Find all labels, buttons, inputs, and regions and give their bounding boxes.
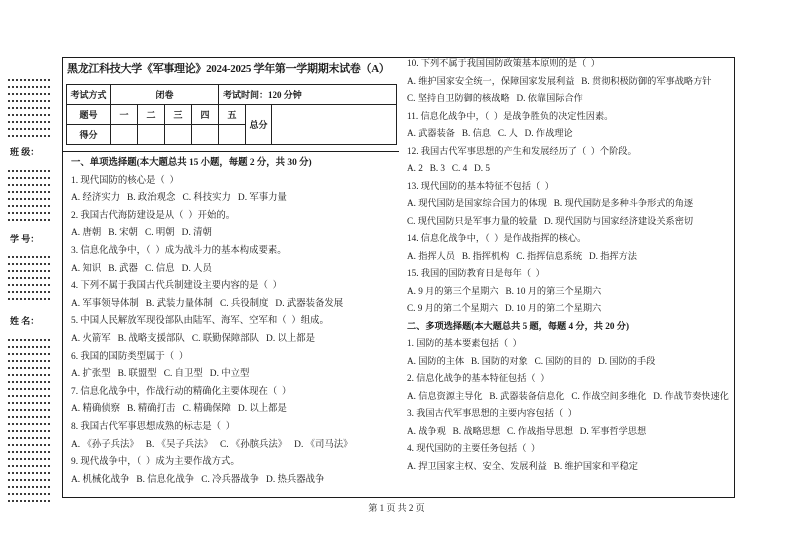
question-line: 1. 现代国防的核心是（ ）	[71, 175, 179, 186]
total-score-cell	[272, 105, 397, 145]
option-line: A. 捍卫国家主权、安全、发展利益 B. 维护国家和平稳定	[407, 460, 638, 471]
option-line: A. 唐朝 B. 宋朝 C. 明朝 D. 清朝	[71, 228, 212, 239]
name-field-label: 姓 名：	[10, 316, 40, 326]
question-line: 14. 信息化战争中，（ ）是作战指挥的核心。	[407, 233, 587, 243]
question-line: 8. 我国古代军事思想成熟的标志是（ ）	[71, 421, 236, 432]
option-line: A. 9 月的第三个星期六 B. 10 月的第三个星期六	[407, 285, 602, 296]
question-row-label: 题号	[67, 105, 111, 125]
option-line: A. 精确侦察 B. 精确打击 C. 精确保障 D. 以上都是	[71, 404, 287, 415]
question-line: 12. 我国古代军事思想的产生和发展经历了（ ）个阶段。	[407, 145, 637, 156]
option-line: A. 战争观 B. 战略思想 C. 作战指导思想 D. 军事哲学思想	[407, 425, 647, 436]
score-table	[66, 84, 397, 145]
section-1-heading: 一、单项选择题(本大题总共 15 小题，每题 2 分，共 30 分)	[71, 158, 312, 168]
score-cell	[111, 125, 138, 145]
header-divider-line	[62, 151, 399, 152]
question-line: 10. 下列不属于我国国防政策基本原则的是（ ）	[407, 58, 600, 68]
option-line: A. 维护国家安全统一，保障国家发展利益 B. 贯彻积极防御的军事战略方针	[407, 75, 712, 86]
question-line: 1. 国防的基本要素包括（ ）	[407, 338, 522, 348]
option-line: C. 坚持自卫防御的核战略 D. 依靠国际合作	[407, 93, 583, 103]
exam-mode-value: 闭卷	[111, 85, 219, 105]
exam-mode-label: 考试方式	[67, 85, 111, 105]
question-line: 3. 我国古代军事思想的主要内容包括（ ）	[407, 408, 577, 418]
question-line: 2. 我国古代海防建设是从（ ）开始的。	[71, 210, 236, 221]
option-line: A. 2 B. 3 C. 4 D. 5	[407, 163, 490, 173]
question-line: 2. 信息化战争的基本特征包括（ ）	[407, 373, 550, 383]
score-row-label: 得分	[67, 125, 111, 145]
seal-line-dots	[8, 339, 50, 507]
page-number: 第 1 页 共 2 页	[368, 503, 425, 513]
option-line: A. 机械化战争 B. 信息化战争 C. 冷兵器战争 D. 热兵器战争	[71, 474, 325, 485]
option-line: A. 《孙子兵法》 B. 《吴子兵法》 C. 《孙膑兵法》 D. 《司马法》	[71, 439, 353, 450]
question-line: 4. 现代国防的主要任务包括（ ）	[407, 443, 541, 453]
question-col-2: 二	[138, 105, 165, 125]
question-col-1: 一	[111, 105, 138, 125]
question-line: 5. 中国人民解放军现役部队由陆军、海军、空军和（ ）组成。	[71, 316, 329, 327]
question-col-3: 三	[165, 105, 192, 125]
seal-line-dots	[8, 256, 50, 305]
seal-line-dots	[8, 79, 50, 142]
question-line: 13. 现代国防的基本特征不包括（ ）	[407, 180, 554, 191]
questions-column-left	[71, 157, 396, 491]
option-line: A. 扩张型 B. 联盟型 C. 自卫型 D. 中立型	[71, 369, 250, 380]
option-line: A. 信息资源主导化 B. 武器装备信息化 C. 作战空间多维化 D. 作战节奏快速化	[407, 390, 729, 401]
option-line: C. 现代国防只是军事力量的较量 D. 现代国防与国家经济建设关系密切	[407, 215, 694, 226]
question-line: 4. 下列不属于我国古代兵制建设主要内容的是（ ）	[71, 281, 282, 292]
class-field-label: 班 级：	[10, 147, 40, 157]
option-line: A. 国防的主体 B. 国防的对象 C. 国防的目的 D. 国防的手段	[407, 355, 656, 366]
option-line: A. 武器装备 B. 信息 C. 人 D. 作战理论	[407, 128, 573, 138]
question-line: 3. 信息化战争中，（ ）成为战斗力的基本构成要素。	[71, 245, 287, 256]
question-line: 15. 我国的国防教育日是每年（ ）	[407, 268, 545, 278]
score-cell	[219, 125, 246, 145]
option-line: A. 知识 B. 武器 C. 信息 D. 人员	[71, 263, 212, 274]
score-cell	[192, 125, 219, 145]
option-line: A. 火箭军 B. 战略支援部队 C. 联勤保障部队 D. 以上都是	[71, 333, 316, 344]
seal-line-dots	[8, 170, 50, 226]
option-line: C. 9 月的第二个星期六 D. 10 月的第二个星期六	[407, 303, 602, 313]
student-id-field-label: 学 号：	[10, 234, 40, 244]
option-line: A. 军事领导体制 B. 武装力量体制 C. 兵役制度 D. 武器装备发展	[71, 298, 344, 309]
option-line: A. 经济实力 B. 政治观念 C. 科技实力 D. 军事力量	[71, 193, 287, 204]
total-score-label: 总分	[246, 105, 272, 145]
option-line: A. 现代国防是国家综合国力的体现 B. 现代国防是多种斗争形式的角逐	[407, 198, 694, 208]
question-col-4: 四	[192, 105, 219, 125]
score-cell	[165, 125, 192, 145]
question-line: 11. 信息化战争中，（ ）是战争胜负的决定性因素。	[407, 110, 614, 121]
question-col-5: 五	[219, 105, 246, 125]
score-cell	[138, 125, 165, 145]
question-line: 9. 现代战争中，（ ）成为主要作战方式。	[71, 457, 240, 468]
page-title: 黑龙江科技大学《军事理论》2024-2025 学年第一学期期末试卷（A）	[67, 63, 390, 75]
exam-duration: 考试时间：120 分钟	[219, 85, 397, 105]
option-line: A. 指挥人员 B. 指挥机构 C. 指挥信息系统 D. 指挥方法	[407, 250, 637, 261]
question-line: 7. 信息化战争中，作战行动的精确化主要体现在（ ）	[71, 386, 292, 397]
question-line: 6. 我国的国防类型属于（ ）	[71, 351, 189, 362]
questions-column-right	[407, 57, 734, 477]
section-2-heading: 二、多项选择题(本大题总共 5 题，每题 4 分，共 20 分)	[407, 320, 630, 331]
